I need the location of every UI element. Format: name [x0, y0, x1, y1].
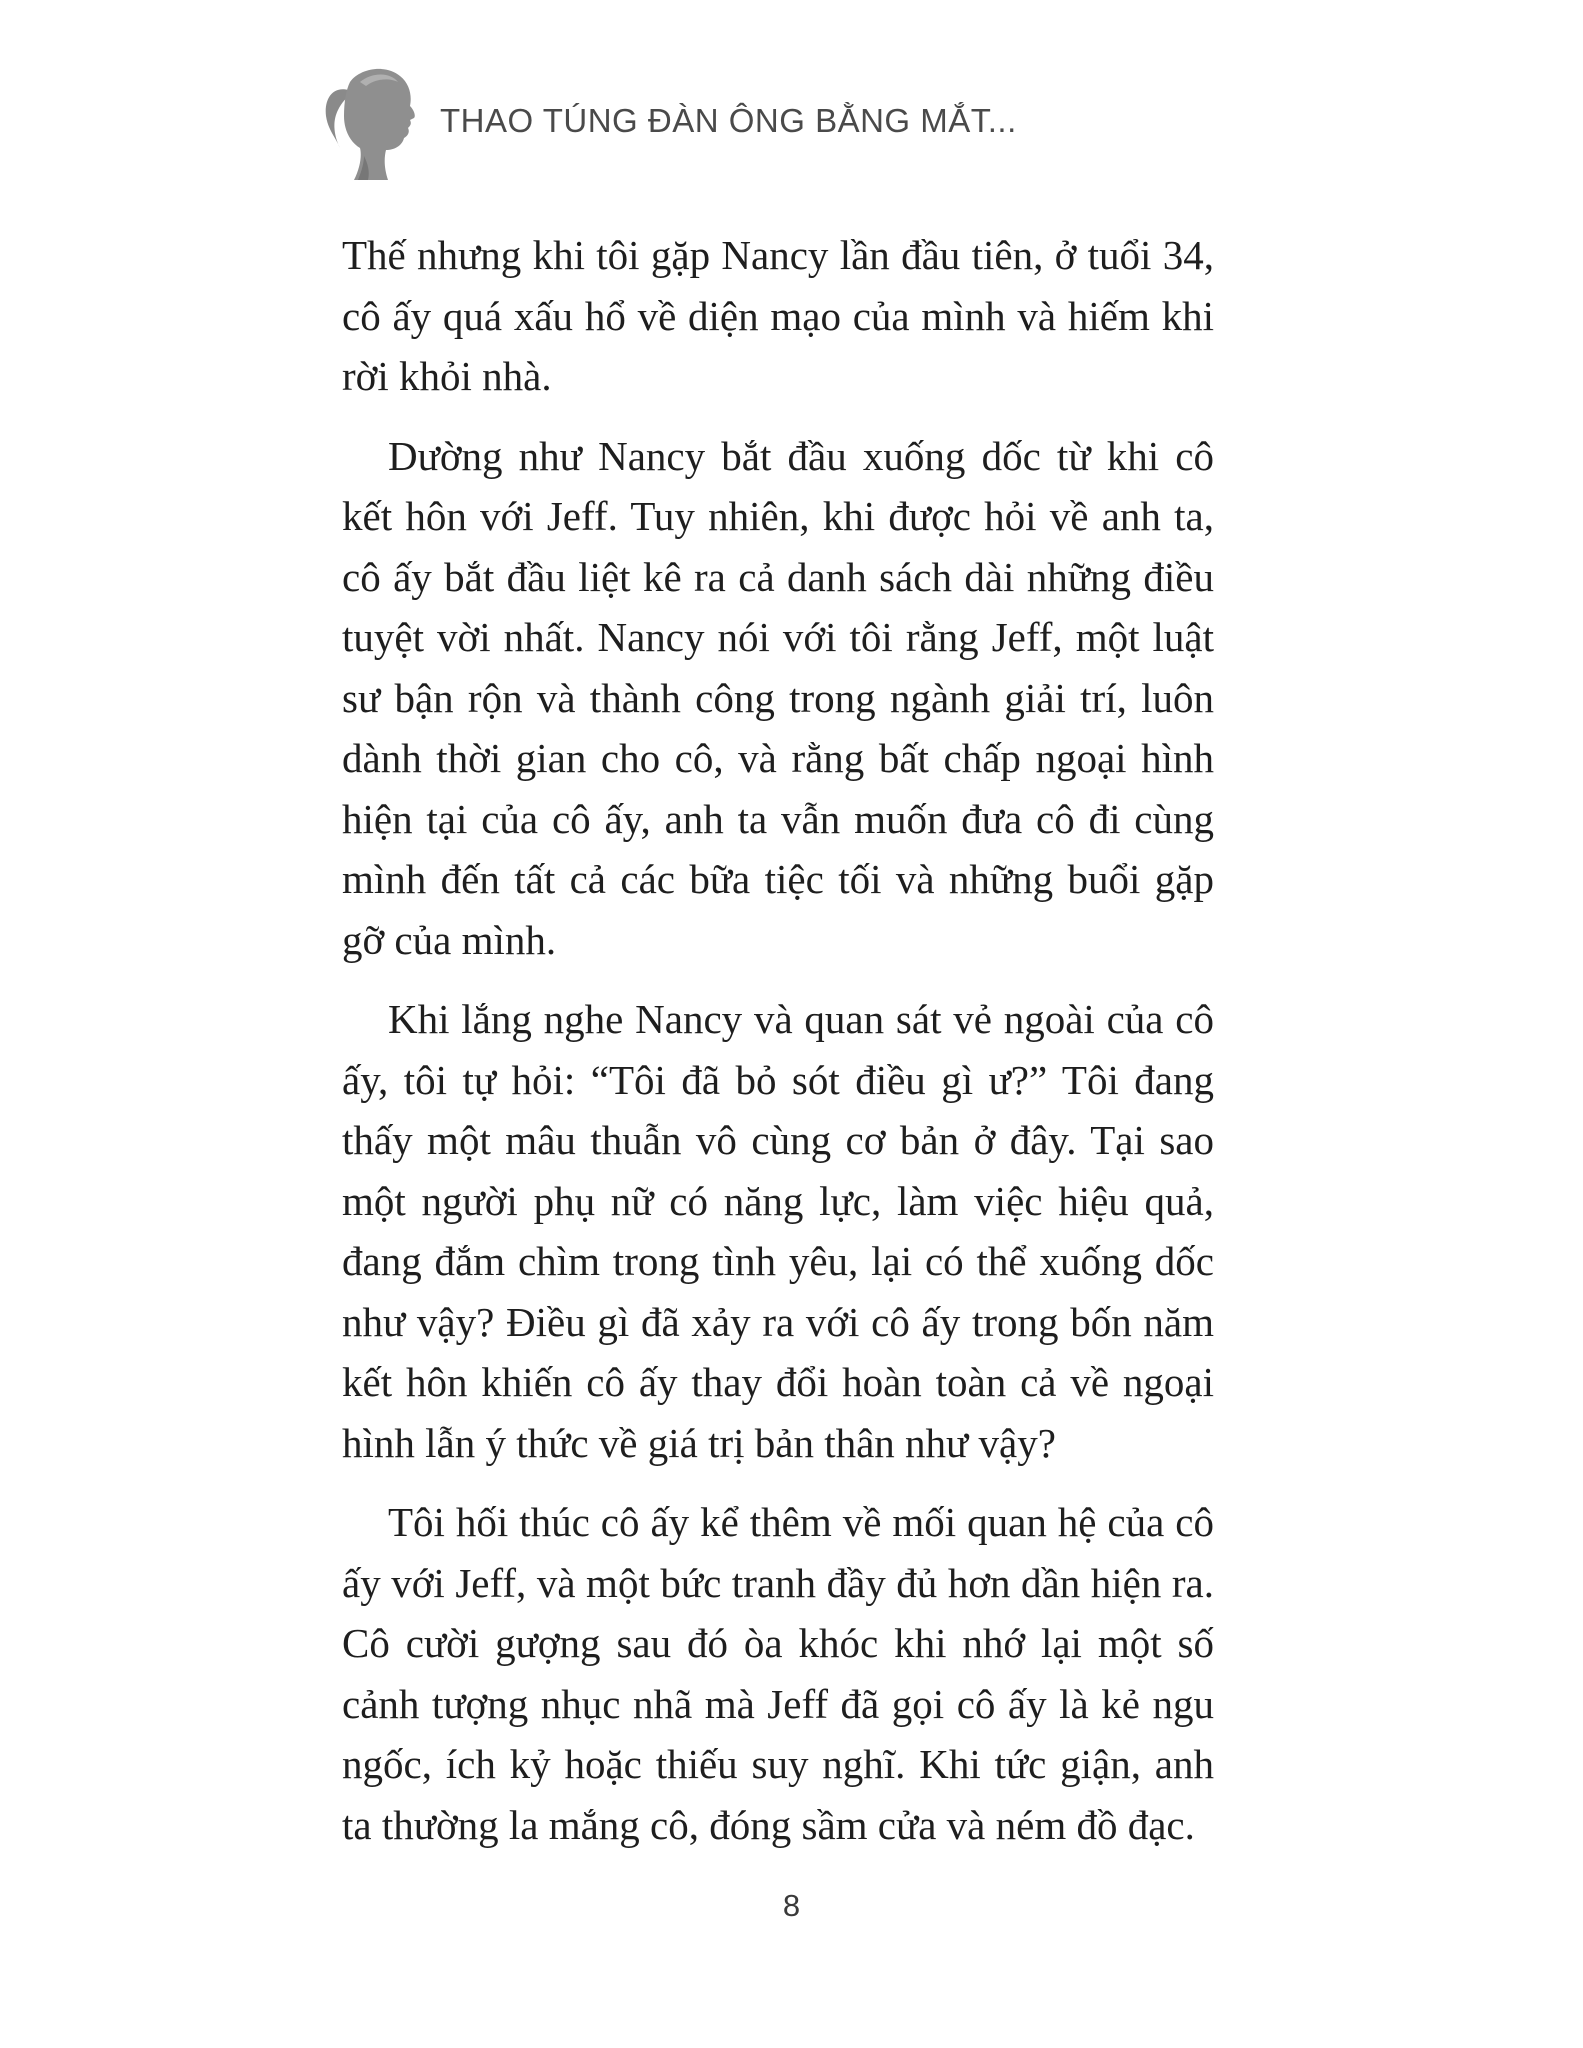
paragraph: Dường như Nancy bắt đầu xuống dốc từ khi cô kết hôn với Jeff. Tuy nhiên, khi được hỏi về anh ta, cô ấy bắt đầu liệt kê ra cả danh sách dài những điều tuyệt vời nhất. Nancy nói với tôi rằng Jeff, một luật sư bận rộn và thành công trong ngành giải trí, luôn dành thời gian cho cô, và rằng bất chấp ngoại hình hiện tại của cô ấy, anh ta vẫn muốn đưa cô đi cùng mình đến tất cả các bữa tiệc tối và những buổi gặp gỡ của mình.	[342, 432, 1214, 963]
book-title: THAO TÚNG ĐÀN ÔNG BẰNG MẮT...	[440, 102, 1017, 139]
body-text	[342, 225, 1214, 1874]
paragraph: Tôi hối thúc cô ấy kể thêm về mối quan hệ của cô ấy với Jeff, và một bức tranh đầy đủ hơn dần hiện ra. Cô cười gượng sau đó òa khóc khi nhớ lại một số cảnh tượng nhục nhã mà Jeff đã gọi cô ấy là kẻ ngu ngốc, ích kỷ hoặc thiếu suy nghĩ. Khi tức giận, anh ta thường la mắng cô, đóng sầm cửa và ném đồ đạc.	[342, 1499, 1214, 1848]
running-header	[320, 60, 1320, 190]
paragraph: Thế nhưng khi tôi gặp Nancy lần đầu tiên, ở tuổi 34, cô ấy quá xấu hổ về diện mạo của mình và hiếm khi rời khỏi nhà.	[342, 232, 1214, 399]
paragraph: Khi lắng nghe Nancy và quan sát vẻ ngoài của cô ấy, tôi tự hỏi: “Tôi đã bỏ sót điều gì ư?” Tôi đang thấy một mâu thuẫn vô cùng cơ bản ở đây. Tại sao một người phụ nữ có năng lực, làm việc hiệu quả, đang đắm chìm trong tình yêu, lại có thể xuống dốc như vậy? Điều gì đã xảy ra với cô ấy trong bốn năm kết hôn khiến cô ấy thay đổi hoàn toàn cả về ngoại hình lẫn ý thức về giá trị bản thân như vậy?	[342, 996, 1214, 1466]
page-number: 8	[782, 1888, 801, 1923]
woman-silhouette-icon	[320, 60, 430, 190]
